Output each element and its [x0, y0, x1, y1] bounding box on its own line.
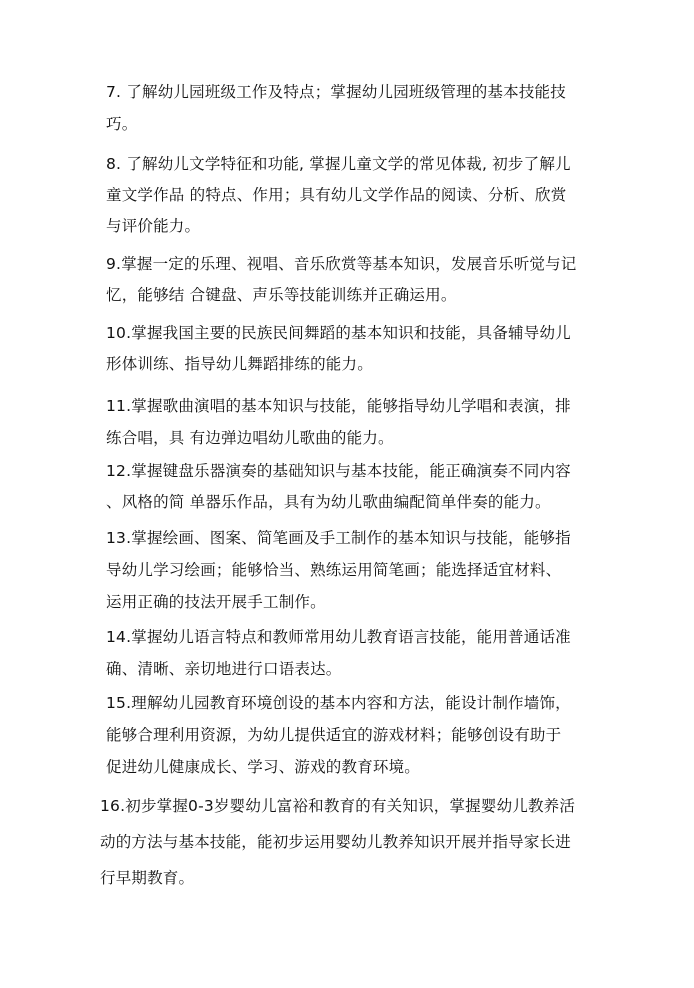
item-13-line-1: 13.掌握绘画、图案、简笔画及手工制作的基本知识与技能，能够指: [106, 529, 571, 547]
item-10-line-2: 形体训练、指导幼儿舞蹈排练的能力。: [106, 355, 373, 373]
item-15-line-1: 15.理解幼儿园教育环境创设的基本内容和方法，能设计制作墙饰，: [106, 694, 571, 712]
item-12-line-2: 、风格的简 单器乐作品，具有为幼儿歌曲编配简单伴奏的能力。: [106, 493, 551, 511]
item-11-line-2: 练合唱，具 有边弹边唱幼儿歌曲的能力。: [106, 429, 394, 447]
item-16-line-2: 动的方法与基本技能，能初步运用婴幼儿教养知识开展并指导家长进: [100, 833, 572, 851]
item-8-line-2: 童文学作品 的特点、作用；具有幼儿文学作品的阅读、分析、欣赏: [106, 186, 567, 204]
item-8-line-1: 8. 了解幼儿文学特征和功能, 掌握儿童文学的常见体裁, 初步了解儿: [106, 155, 571, 173]
item-7-line-2: 巧。: [106, 115, 138, 133]
item-12-line-1: 12.掌握键盘乐器演奏的基础知识与基本技能，能正确演奏不同内容: [106, 462, 571, 480]
item-7-line-1: 7. 了解幼儿园班级工作及特点；掌握幼儿园班级管理的基本技能技: [106, 83, 566, 101]
item-9-line-2: 忆，能够结 合键盘、声乐等技能训练并正确运用。: [106, 286, 457, 304]
item-14-line-1: 14.掌握幼儿语言特点和教师常用幼儿教育语言技能，能用普通话准: [106, 628, 571, 646]
item-14-line-2: 确、清晰、亲切地进行口语表达。: [106, 660, 342, 678]
item-11-line-1: 11.掌握歌曲演唱的基本知识与技能，能够指导幼儿学唱和表演，排: [106, 397, 571, 415]
item-8-line-3: 与评价能力。: [106, 217, 201, 235]
item-15-line-3: 促进幼儿健康成长、学习、游戏的教育环境。: [106, 758, 421, 776]
item-15-line-2: 能够合理利用资源，为幼儿提供适宜的游戏材料；能够创设有助于: [106, 726, 562, 744]
item-13-line-3: 运用正确的技法开展手工制作。: [106, 593, 326, 611]
item-13-line-2: 导幼儿学习绘画；能够恰当、熟练运用简笔画；能选择适宜材料、: [106, 561, 562, 579]
item-16-line-1: 16.初步掌握0-3岁婴幼儿富裕和教育的有关知识，掌握婴幼儿教养活: [100, 797, 576, 815]
item-10-line-1: 10.掌握我国主要的民族民间舞蹈的基本知识和技能，具备辅导幼儿: [106, 324, 571, 342]
item-9-line-1: 9.掌握一定的乐理、视唱、音乐欣赏等基本知识，发展音乐听觉与记: [106, 255, 577, 273]
item-16-line-3: 行早期教育。: [100, 869, 195, 887]
